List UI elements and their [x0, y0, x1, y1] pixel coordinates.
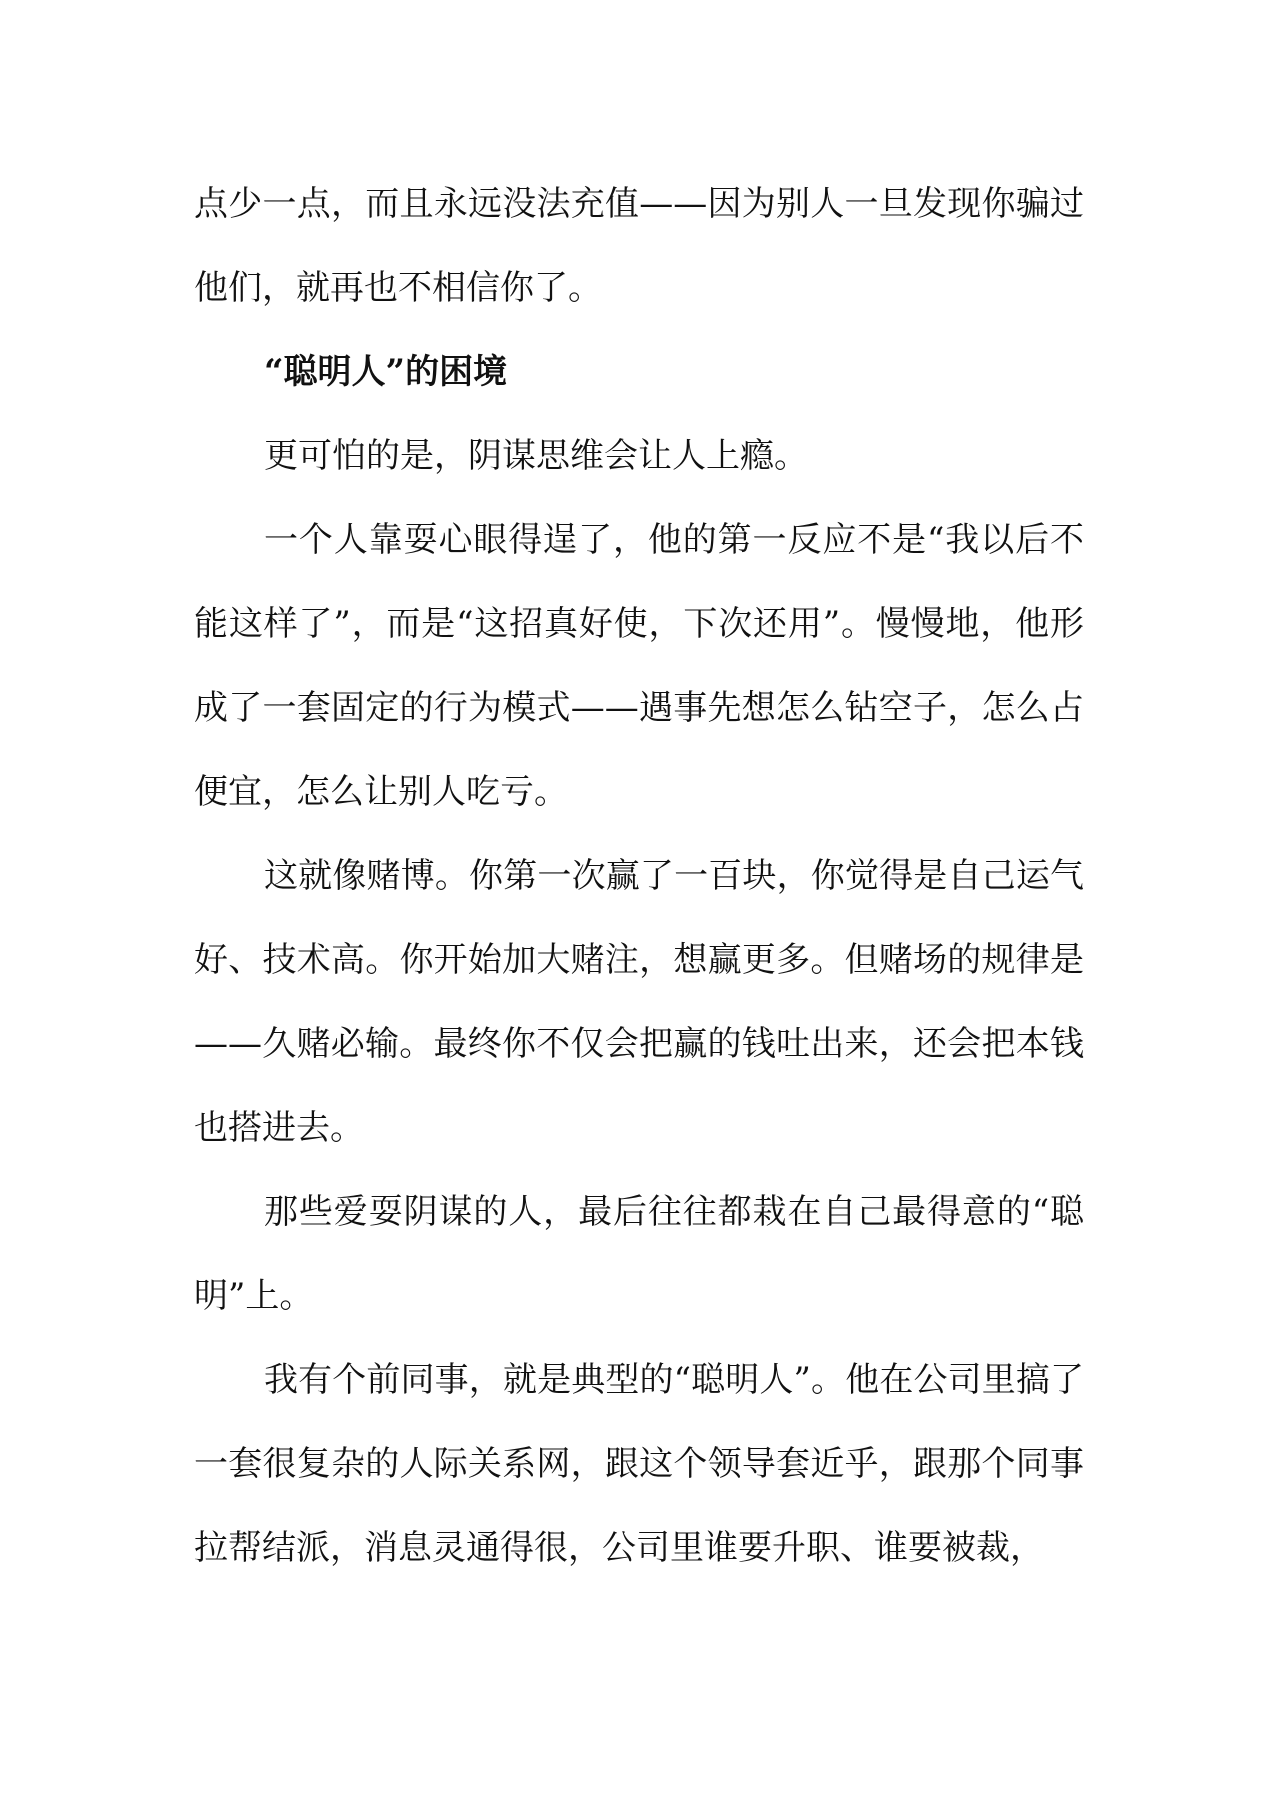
paragraph: 我有个前同事，就是典型的“聪明人”。他在公司里搞了一套很复杂的人际关系网，跟这个领导套近乎，跟那个同事拉帮结派，消息灵通得很，公司里谁要升职、谁要被裁，: [194, 1360, 1084, 1568]
section-heading: “聪明人”的困境: [264, 352, 508, 392]
paragraph: 一个人靠耍心眼得逞了，他的第一反应不是“我以后不能这样了”，而是“这招真好使，下次还用”。慢慢地，他形成了一套固定的行为模式——遇事先想怎么钻空子，怎么占便宜，怎么让别人吃亏。: [194, 520, 1084, 812]
paragraph: 更可怕的是，阴谋思维会让人上瘾。: [264, 436, 808, 476]
document-body: [194, 162, 1084, 1590]
paragraph-continuation: 点少一点，而且永远没法充值——因为别人一旦发现你骗过他们，就再也不相信你了。: [194, 184, 1084, 308]
paragraph: 这就像赌博。你第一次赢了一百块，你觉得是自己运气好、技术高。你开始加大赌注，想赢更多。但赌场的规律是——久赌必输。最终你不仅会把赢的钱吐出来，还会把本钱也搭进去。: [194, 856, 1084, 1148]
paragraph: 那些爱耍阴谋的人，最后往往都栽在自己最得意的“聪明”上。: [194, 1192, 1084, 1316]
